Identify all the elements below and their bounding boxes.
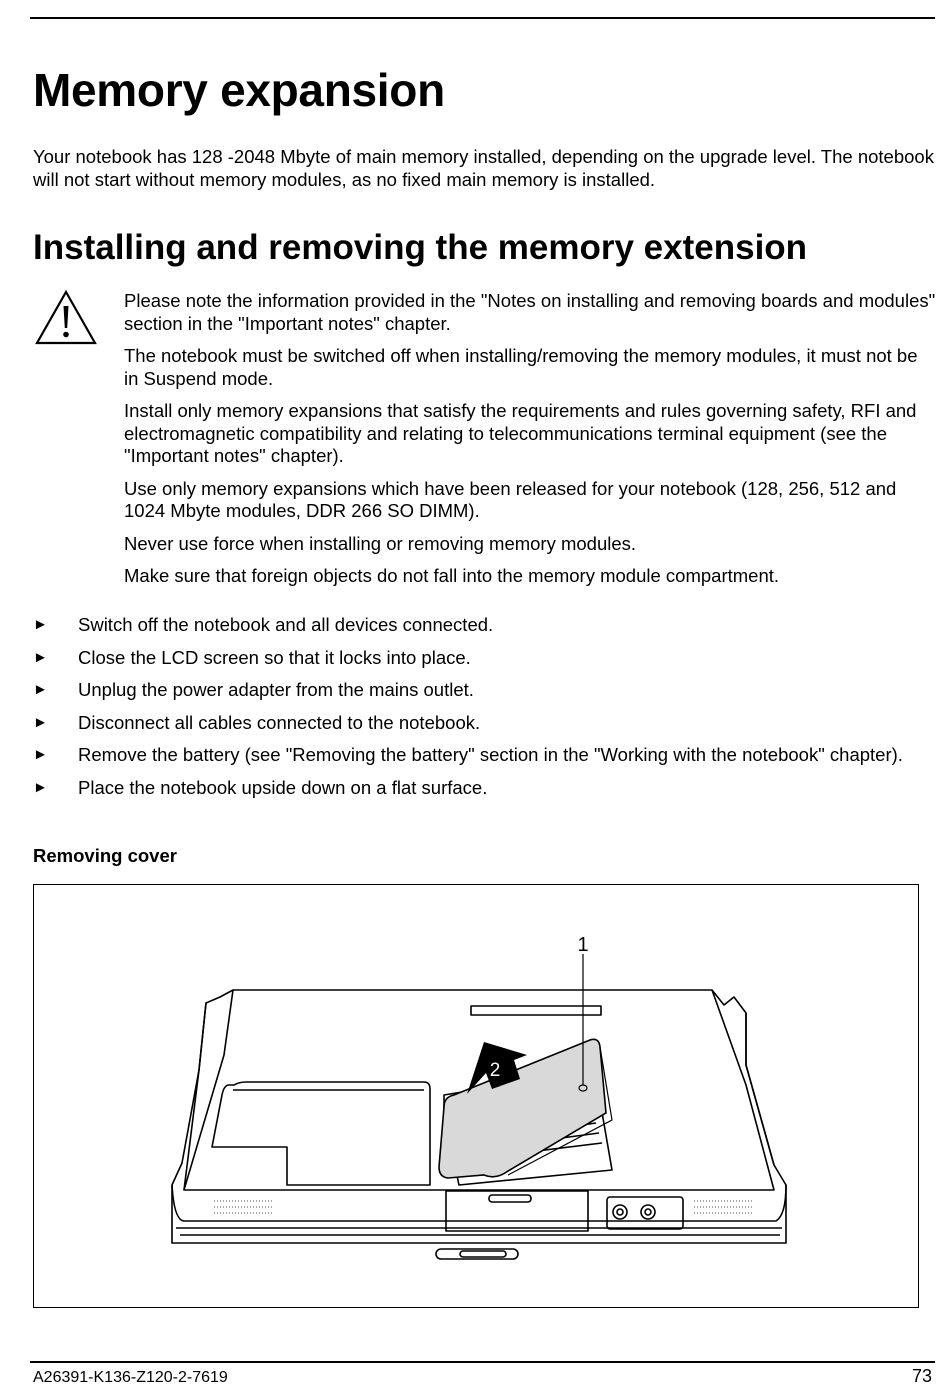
step-text: Unplug the power adapter from the mains outlet.: [78, 679, 474, 700]
slot: [471, 1006, 601, 1015]
bottom-rule: [30, 1361, 935, 1363]
footer-doc-number: A26391-K136-Z120-2-7619: [33, 1369, 228, 1386]
bullet-arrow-icon: ►: [33, 681, 48, 698]
section-heading: Installing and removing the memory extension: [33, 228, 808, 267]
step-item: [33, 777, 938, 800]
figure-frame: [33, 884, 919, 1308]
step-text: Switch off the notebook and all devices connected.: [78, 614, 494, 635]
step-item: [33, 744, 938, 767]
bullet-arrow-icon: ►: [33, 778, 48, 796]
warning-note: Use only memory expansions which have been released for your notebook (128, 256, 512 and 1024 Mbyte modules, DDR 266 SO DIMM).: [124, 477, 897, 521]
step-text: Disconnect all cables connected to the notebook.: [78, 711, 481, 733]
step-item: [33, 679, 938, 702]
step-item: [33, 712, 938, 735]
warning-note: The notebook must be switched off when installing/removing the memory modules, it must not be in Suspend mode.: [124, 345, 918, 389]
warning-note: Please note the information provided in the "Notes on installing and removing boards and modules" section in the "Important notes" chapter.: [124, 290, 936, 334]
memory-cover: [439, 1039, 606, 1178]
step-item: [33, 647, 938, 670]
step-text: Remove the battery (see "Removing the battery" section in the "Working with the notebook" chapter).: [78, 744, 903, 765]
footer-page-number: 73: [911, 1366, 932, 1386]
step-list: [33, 614, 938, 809]
bullet-arrow-icon: ►: [33, 746, 48, 763]
step-text: Close the LCD screen so that it locks into place.: [78, 646, 471, 668]
step-item: [33, 614, 938, 637]
intro-paragraph: Your notebook has 128 -2048 Mbyte of main memory installed, depending on the upgrade level. The notebook will not start without memory modules, as no fixed main memory is installed.: [33, 146, 934, 190]
warning-triangle-icon: [34, 289, 98, 346]
warning-note: Make sure that foreign objects do not fall into the memory module compartment.: [124, 565, 780, 586]
figure-caption: Removing cover: [33, 845, 177, 866]
warning-note: Never use force when installing or removing memory modules.: [124, 532, 637, 554]
bullet-arrow-icon: ►: [33, 648, 48, 666]
warning-note: Install only memory expansions that satisfy the requirements and rules governing safety, RFI and electromagnetic compatibility and relating to telecommunications terminal equipment (see the "Important notes" chapter).: [124, 400, 917, 466]
bullet-arrow-icon: ►: [33, 616, 48, 633]
bullet-arrow-icon: ►: [33, 713, 48, 731]
warning-notes: [124, 290, 936, 598]
latch-block: [446, 1191, 588, 1231]
callout-2: 2: [489, 1060, 501, 1081]
notebook-illustration: [34, 885, 920, 1309]
callout-1: 1: [577, 934, 589, 956]
battery-compartment: [212, 1082, 430, 1185]
step-text: Place the notebook upside down on a flat surface.: [78, 776, 488, 798]
page-title: Memory expansion: [33, 64, 445, 116]
top-rule: [30, 17, 935, 19]
